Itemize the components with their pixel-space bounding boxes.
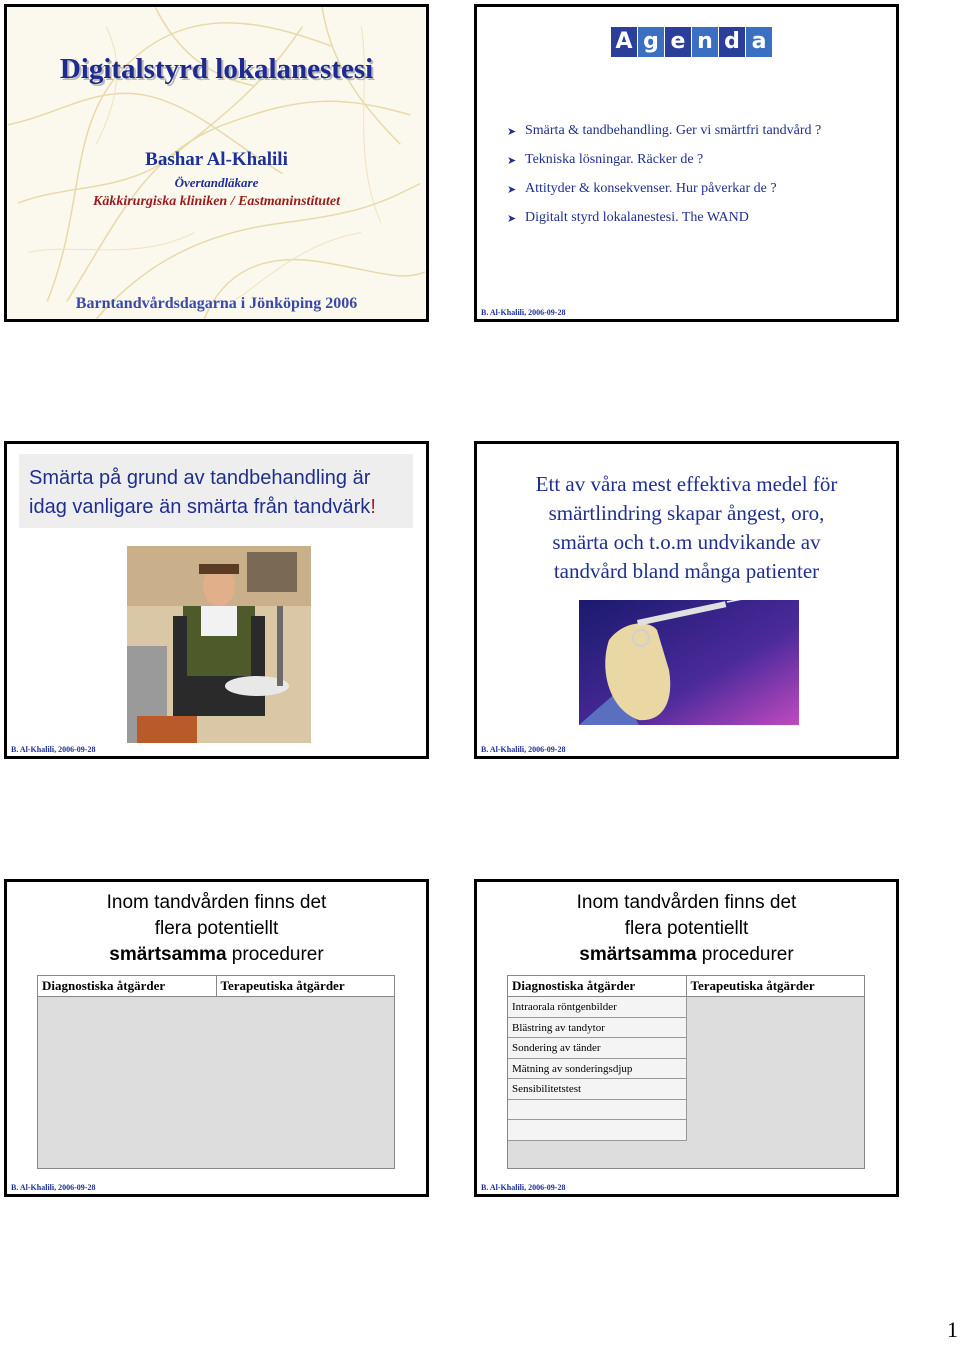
procedures-table <box>37 975 395 1169</box>
exclamation: ! <box>370 496 376 518</box>
table-row: Blästring av tandytor <box>508 1018 687 1039</box>
agenda-item: ➤ Attityder & konsekvenser. Hur påverkar de ? <box>507 181 777 196</box>
slide-anesthesia <box>474 441 899 759</box>
slide-footer: B. Al-Khalili, 2006-09-28 <box>11 1183 96 1192</box>
arrow-bullet-icon: ➤ <box>507 155 517 167</box>
pain-statement <box>19 454 413 528</box>
table-header <box>508 976 864 997</box>
slide-procedures-diagnostic <box>474 879 899 1197</box>
table-row <box>508 1100 687 1121</box>
slide-footer: B. Al-Khalili, 2006-09-28 <box>481 308 566 317</box>
syringe-hand-image <box>579 600 799 725</box>
arrow-bullet-icon: ➤ <box>507 184 517 196</box>
agenda-letter: A <box>611 27 637 57</box>
slide-title <box>4 4 429 322</box>
agenda-letter: e <box>665 27 691 57</box>
anesthesia-statement: Ett av våra mest effektiva medel för smärtlindring skapar ångest, oro, smärta och t.o.m undvikande av tandvård bland många patienter <box>535 472 838 583</box>
dental-patient-painting <box>127 546 311 743</box>
agenda-item: ➤ Digitalt styrd lokalanestesi. The WAND <box>507 210 749 225</box>
author-role: Övertandläkare <box>174 175 259 190</box>
table-row: Sondering av tänder <box>508 1038 687 1059</box>
slide-title-text: Digitalstyrd lokalanestesi <box>59 53 374 85</box>
agenda-list <box>507 123 821 239</box>
column-diagnostic: Diagnostiska åtgärder <box>508 976 687 996</box>
pain-line-1: Smärta på grund av tandbehandling är <box>29 467 371 489</box>
agenda-letter: n <box>692 27 718 57</box>
slide-agenda <box>474 4 899 322</box>
procedures-heading: Inom tandvården finns det flera potentiellt smärtsamma procedurer <box>106 892 327 965</box>
slide-pain <box>4 441 429 759</box>
slide-footer: B. Al-Khalili, 2006-09-28 <box>481 745 566 754</box>
agenda-letter: a <box>746 27 772 57</box>
column-diagnostic: Diagnostiska åtgärder <box>38 976 217 996</box>
table-row: Mätning av sonderingsdjup <box>508 1059 687 1080</box>
pain-line-2: idag vanligare än smärta från tandvärk! <box>29 496 376 518</box>
table-row <box>508 1120 687 1141</box>
table-row: Intraorala röntgenbilder <box>508 997 687 1018</box>
agenda-item: ➤ Tekniska lösningar. Räcker de ? <box>507 152 704 167</box>
procedures-heading: Inom tandvården finns det flera potentiellt smärtsamma procedurer <box>576 892 797 965</box>
arrow-bullet-icon: ➤ <box>507 213 517 225</box>
procedures-table <box>507 975 865 1169</box>
column-therapeutic: Terapeutiska åtgärder <box>220 978 345 993</box>
column-therapeutic: Terapeutiska åtgärder <box>690 978 815 993</box>
diagnostic-rows <box>508 997 687 1141</box>
agenda-letter: d <box>719 27 745 57</box>
page-number: 1 <box>947 1317 958 1342</box>
author-clinic: Käkkirurgiska kliniken / Eastmaninstitutet <box>92 194 341 209</box>
arrow-bullet-icon: ➤ <box>507 126 517 138</box>
event-name: Barntandvårdsdagarna i Jönköping 2006 <box>75 295 358 312</box>
agenda-letter: g <box>638 27 664 57</box>
table-row: Sensibilitetstest <box>508 1079 687 1100</box>
table-header <box>38 976 394 997</box>
author-name: Bashar Al-Khalili <box>145 149 288 170</box>
agenda-logo <box>611 27 773 57</box>
slide-footer: B. Al-Khalili, 2006-09-28 <box>11 745 96 754</box>
agenda-item: ➤ Smärta & tandbehandling. Ger vi smärtfri tandvård ? <box>507 123 822 138</box>
slide-footer: B. Al-Khalili, 2006-09-28 <box>481 1183 566 1192</box>
slide-procedures-empty <box>4 879 429 1197</box>
